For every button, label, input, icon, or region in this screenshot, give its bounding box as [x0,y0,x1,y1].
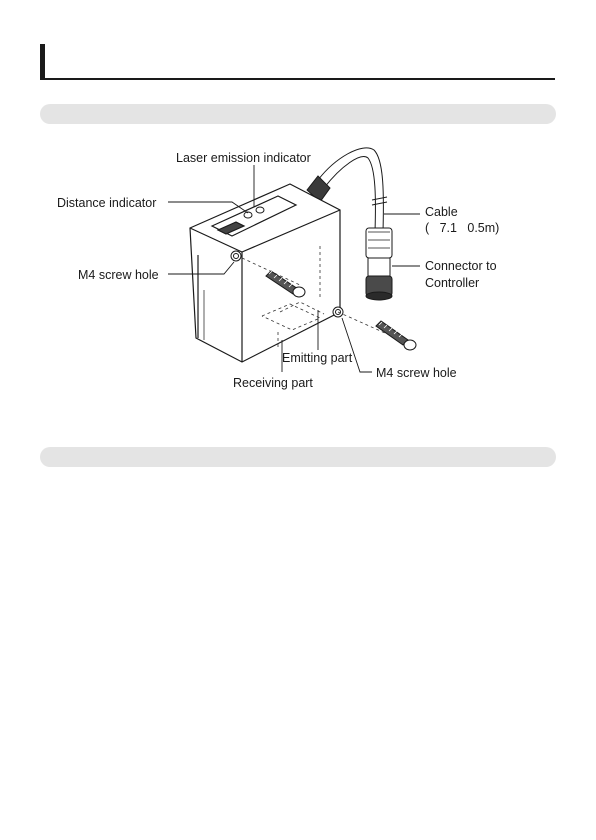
label-emitting-part: Emitting part [282,351,353,365]
section-header-2 [40,447,556,467]
label-connector-line1: Connector to [425,259,497,273]
label-m4-screw-hole-right: M4 screw hole [376,366,457,380]
label-distance-indicator: Distance indicator [57,196,157,210]
sensor-body [190,184,340,362]
label-laser-emission-indicator: Laser emission indicator [176,151,311,165]
label-cable: Cable [425,205,458,219]
screw-right [376,321,416,350]
label-receiving-part: Receiving part [233,376,313,390]
label-m4-screw-hole-left: M4 screw hole [78,268,159,282]
label-cable-spec: ( 7.1 0.5m) [425,221,500,235]
connector [366,228,392,300]
label-connector-line2: Controller [425,276,480,290]
